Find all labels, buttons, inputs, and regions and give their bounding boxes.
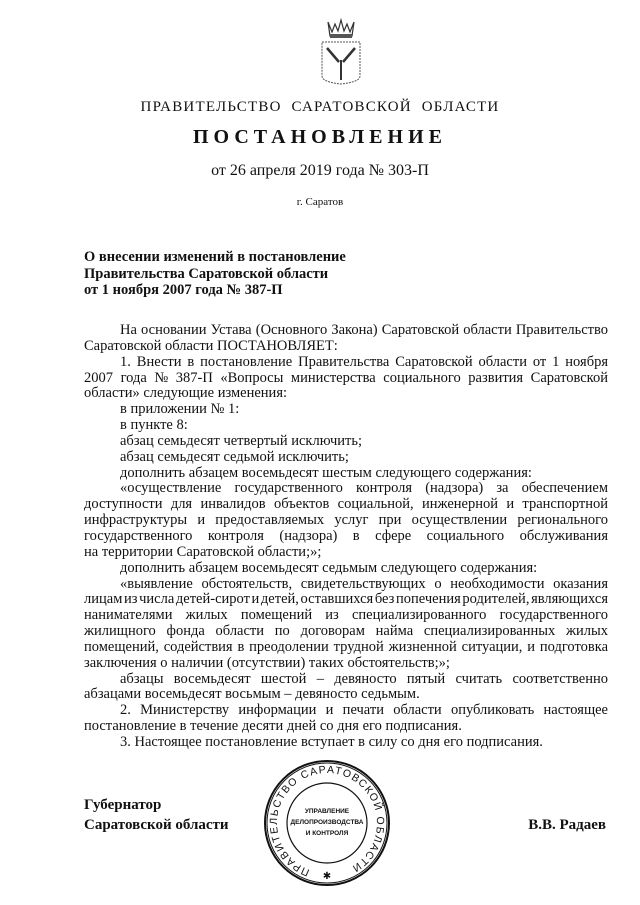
signatory-position: Губернатор: [84, 797, 162, 813]
document-city: г. Саратов: [296, 196, 344, 208]
stamp-inner-line: УПРАВЛЕНИЕ: [304, 808, 350, 815]
body-line: [84, 561, 608, 577]
body-line-text: нанимателями жилых помещений из специализированного государственного: [84, 607, 608, 624]
government-name: ПРАВИТЕЛЬСТВО САРАТОВСКОЙ ОБЛАСТИ: [140, 99, 500, 115]
body-line-text: государственного контроля (надзора) в сфере социального обслуживания: [84, 527, 608, 544]
body-line: [84, 466, 608, 482]
stamp-inner-line: ДЕЛОПРОИЗВОДСТВА: [290, 819, 364, 826]
stamp-outer-text: ПРАВИТЕЛЬСТВО САРАТОВСКОЙ ОБЛАСТИ: [267, 763, 387, 879]
body-line: [84, 450, 608, 466]
body-line: [84, 418, 608, 434]
body-line-text: абзацами восемьдесят восьмым – девяносто седьмым.: [84, 686, 420, 703]
document-type: ПОСТАНОВЛЕНИЕ: [193, 126, 447, 148]
body-line-text: на территории Саратовской области;»;: [84, 543, 322, 560]
body-line: [84, 592, 608, 608]
signatory-region: Саратовской области: [84, 817, 229, 833]
body-line: [84, 386, 608, 402]
body-line-text: области» следующие изменения:: [84, 385, 288, 402]
document-title: [84, 249, 346, 299]
title-line: Правительства Саратовской области: [84, 265, 329, 282]
official-stamp: [262, 758, 392, 888]
body-line: [84, 513, 608, 529]
body-line: [84, 339, 608, 355]
title-line: О внесении изменений в постановление: [84, 249, 346, 265]
body-line-text: 2. Министерству информации и печати области опубликовать настоящее: [120, 702, 608, 719]
coat-of-arms-emblem: [318, 14, 364, 86]
body-line-text: лицам из числа детей-сирот и детей, оставшихся без попечения родителей, являющихся: [84, 591, 608, 608]
body-line: [84, 624, 608, 640]
body-line-text: абзацы восемьдесят шестой – девяносто пятый считать соответственно: [120, 670, 608, 687]
body-line-text: постановление в течение десяти дней со дня его подписания.: [84, 718, 462, 735]
body-line: [84, 640, 608, 656]
body-line-text: «осуществление государственного контроля (надзора) за обеспечением: [120, 480, 608, 497]
body-line-text: дополнить абзацем восемьдесят шестым следующего содержания:: [120, 464, 532, 481]
body-line-text: 3. Настоящее постановление вступает в силу со дня его подписания.: [120, 733, 543, 750]
stamp-star-icon: ✱: [322, 871, 332, 882]
body-line: [84, 672, 608, 688]
body-line-text: в приложении № 1:: [120, 401, 240, 418]
body-line-text: инфраструктуры и предоставляемых услуг при осуществлении регионального: [84, 512, 608, 529]
body-line-text: жилищного фонда области по договорам найма специализированных жилых: [84, 623, 608, 640]
body-line: [84, 323, 608, 339]
body-line-text: помещений, содействия в преодолении трудной жизненной ситуации, и подготовка: [84, 638, 608, 655]
stamp-inner-line: И КОНТРОЛЯ: [305, 830, 349, 837]
body-line-text: На основании Устава (Основного Закона) Саратовской области Правительство: [120, 322, 608, 338]
body-line-text: абзац семьдесят четвертый исключить;: [120, 432, 363, 449]
signatory-name: В.В. Радаев: [528, 817, 606, 833]
body-line: [84, 735, 608, 751]
body-line-text: «выявление обстоятельств, свидетельствующих о необходимости оказания: [120, 575, 608, 592]
body-line: [84, 687, 608, 703]
body-line-text: дополнить абзацем восемьдесят седьмым следующего содержания:: [120, 559, 538, 576]
body-line-text: 1. Внести в постановление Правительства Саратовской области от 1 ноября: [120, 353, 608, 370]
body-line-text: доступности для инвалидов объектов социальной, инженерной и транспортной: [84, 496, 608, 513]
body-line-text: Саратовской области ПОСТАНОВЛЯЕТ:: [84, 337, 338, 354]
body-line: [84, 529, 608, 545]
body-line: [84, 545, 608, 561]
body-line: [84, 656, 608, 672]
body-line: [84, 402, 608, 418]
body-line-text: в пункте 8:: [120, 417, 188, 434]
body-line: [84, 497, 608, 513]
title-line: от 1 ноября 2007 года № 387-П: [84, 282, 283, 298]
body-line-text: абзац семьдесят седьмой исключить;: [120, 448, 349, 465]
body-line: [84, 371, 608, 387]
document-date-number: от 26 апреля 2019 года № 303-П: [211, 162, 429, 179]
body-line: [84, 719, 608, 735]
body-line: [84, 608, 608, 624]
body-line: [84, 434, 608, 450]
body-line-text: заключения о наличии (отсутствии) таких обстоятельств;»;: [84, 654, 450, 671]
body-line: [84, 703, 608, 719]
body-line: [84, 481, 608, 497]
body-line: [84, 355, 608, 371]
body-line: [84, 577, 608, 593]
body-line-text: 2007 года № 387-П «Вопросы министерства социального развития Саратовской: [84, 369, 608, 386]
document-body: [84, 323, 608, 751]
